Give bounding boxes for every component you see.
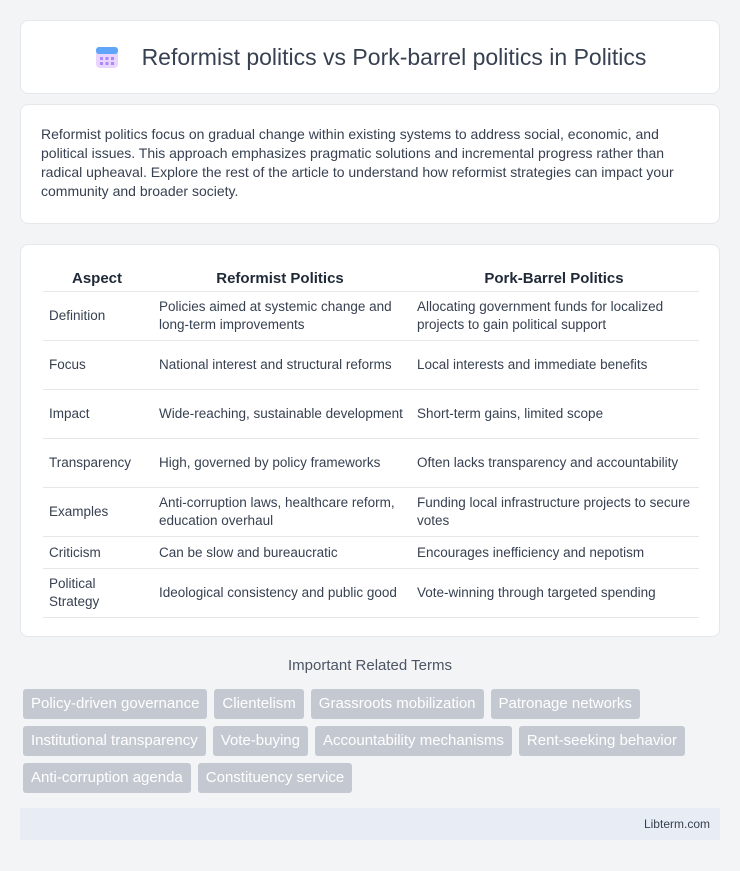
table-row — [43, 438, 699, 487]
related-term-tag[interactable]: Grassroots mobilization — [311, 689, 484, 719]
table-cell: High, governed by policy frameworks — [151, 438, 409, 487]
table-cell: Encourages inefficiency and nepotism — [409, 536, 699, 568]
comparison-card — [20, 244, 720, 637]
table-header-row — [43, 265, 699, 291]
table-row — [43, 389, 699, 438]
intro-card — [20, 104, 720, 224]
table-cell: Ideological consistency and public good — [151, 568, 409, 618]
footer — [20, 808, 720, 840]
calendar-icon — [94, 44, 120, 70]
related-term-tag[interactable]: Accountability mechanisms — [315, 726, 512, 756]
table-cell: Definition — [43, 291, 151, 340]
table-cell: Allocating government funds for localized projects to gain political support — [409, 291, 699, 340]
footer-site-link[interactable]: Libterm.com — [643, 817, 710, 831]
table-cell: Often lacks transparency and accountability — [409, 438, 699, 487]
table-cell: Can be slow and bureaucratic — [151, 536, 409, 568]
table-cell: Funding local infrastructure projects to secure votes — [409, 487, 699, 536]
table-cell: Wide-reaching, sustainable development — [151, 389, 409, 438]
table-cell: Policies aimed at systemic change and long-term improvements — [151, 291, 409, 340]
table-cell: Impact — [43, 389, 151, 438]
table-row — [43, 291, 699, 340]
header-card — [20, 20, 720, 94]
page-title: Reformist politics vs Pork-barrel politics in Politics — [141, 43, 647, 70]
column-header: Reformist Politics — [216, 269, 344, 287]
related-term-tag[interactable]: Anti-corruption agenda — [23, 763, 191, 793]
related-terms-list — [23, 689, 723, 793]
related-term-tag[interactable]: Clientelism — [214, 689, 303, 719]
table-cell: Vote-winning through targeted spending — [409, 568, 699, 618]
table-cell: Focus — [43, 340, 151, 389]
table-row — [43, 536, 699, 568]
table-cell: Examples — [43, 487, 151, 536]
table-cell: Local interests and immediate benefits — [409, 340, 699, 389]
table-cell: Political Strategy — [43, 568, 151, 618]
table-cell: Short-term gains, limited scope — [409, 389, 699, 438]
column-header: Aspect — [71, 269, 123, 287]
related-terms-title: Important Related Terms — [288, 657, 452, 674]
table-row — [43, 340, 699, 389]
related-term-tag[interactable]: Institutional transparency — [23, 726, 206, 756]
intro-text: Reformist politics focus on gradual change within existing systems to address social, economic, and political issues. This approach emphasizes pragmatic solutions and incremental progress rather than radical upheaval. Explore the rest of the article to understand how reformist strategies can impact your community and broader society. — [41, 126, 674, 199]
table-cell: Criticism — [43, 536, 151, 568]
table-cell: Transparency — [43, 438, 151, 487]
related-term-tag[interactable]: Vote-buying — [213, 726, 308, 756]
related-term-tag[interactable]: Patronage networks — [491, 689, 640, 719]
table-cell: Anti-corruption laws, healthcare reform, education overhaul — [151, 487, 409, 536]
table-row — [43, 568, 699, 618]
column-header: Pork-Barrel Politics — [484, 269, 624, 287]
related-term-tag[interactable]: Policy-driven governance — [23, 689, 207, 719]
table-row — [43, 487, 699, 536]
related-term-tag[interactable]: Constituency service — [198, 763, 352, 793]
comparison-table — [43, 265, 699, 618]
related-term-tag[interactable]: Rent-seeking behavior — [519, 726, 685, 756]
table-cell: National interest and structural reforms — [151, 340, 409, 389]
